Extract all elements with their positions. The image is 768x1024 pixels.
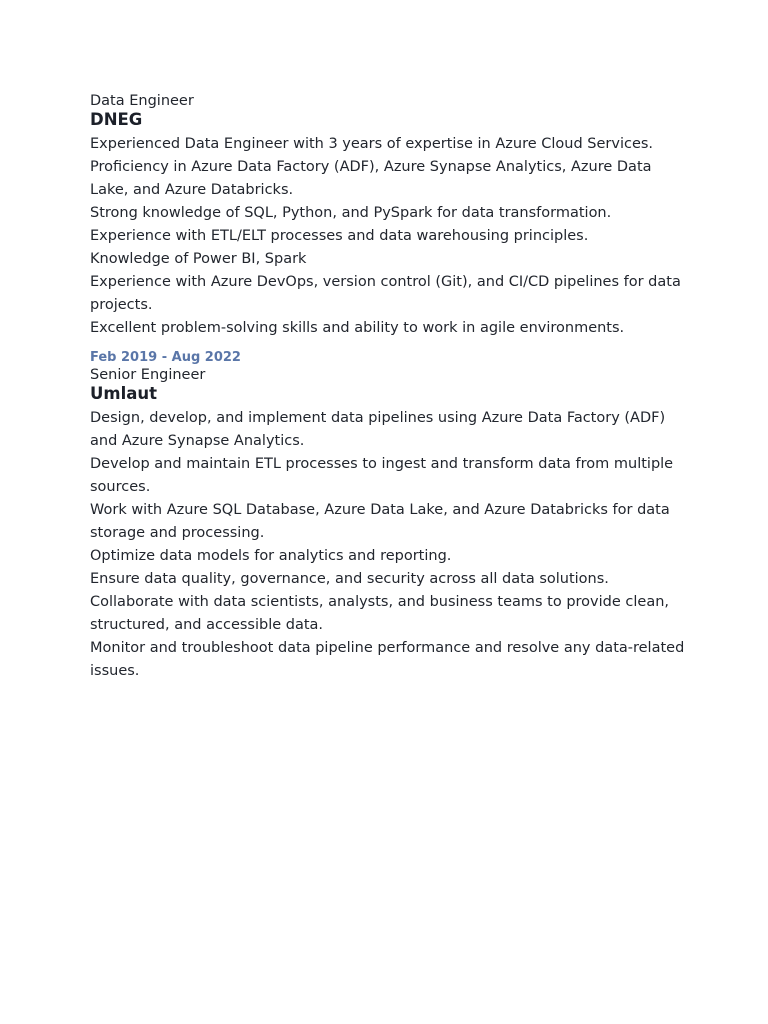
list-item: Work with Azure SQL Database, Azure Data Lake, and Azure Databricks for data storage and processing. — [90, 502, 670, 541]
job-title: Data Engineer — [90, 93, 194, 109]
list-item: Knowledge of Power BI, Spark — [90, 251, 307, 267]
list-item: Design, develop, and implement data pipelines using Azure Data Factory (ADF) and Azure Synapse Analytics. — [90, 410, 666, 449]
experience-entry-umlaut — [90, 350, 690, 683]
list-item: Optimize data models for analytics and reporting. — [90, 548, 452, 564]
list-item: Ensure data quality, governance, and security across all data solutions. — [90, 571, 609, 587]
list-item: Excellent problem-solving skills and ability to work in agile environments. — [90, 320, 625, 336]
list-item: Strong knowledge of SQL, Python, and PySpark for data transformation. — [90, 205, 612, 221]
resume-page — [90, 92, 690, 683]
responsibility-list — [90, 407, 690, 683]
experience-entry-dneg — [90, 92, 690, 340]
list-item: Monitor and troubleshoot data pipeline performance and resolve any data-related issues. — [90, 640, 685, 679]
responsibility-list — [90, 133, 690, 340]
list-item: Experience with Azure DevOps, version control (Git), and CI/CD pipelines for data projects. — [90, 274, 681, 313]
date-range: Feb 2019 - Aug 2022 — [90, 350, 241, 365]
company-name: DNEG — [90, 110, 143, 129]
company-name: Umlaut — [90, 384, 158, 403]
job-title: Senior Engineer — [90, 367, 206, 383]
list-item: Proficiency in Azure Data Factory (ADF), Azure Synapse Analytics, Azure Data Lake, and Azure Databricks. — [90, 159, 652, 198]
list-item: Experienced Data Engineer with 3 years of expertise in Azure Cloud Services. — [90, 136, 654, 152]
list-item: Develop and maintain ETL processes to ingest and transform data from multiple sources. — [90, 456, 674, 495]
list-item: Collaborate with data scientists, analysts, and business teams to provide clean, structured, and accessible data. — [90, 594, 670, 633]
list-item: Experience with ETL/ELT processes and data warehousing principles. — [90, 228, 589, 244]
